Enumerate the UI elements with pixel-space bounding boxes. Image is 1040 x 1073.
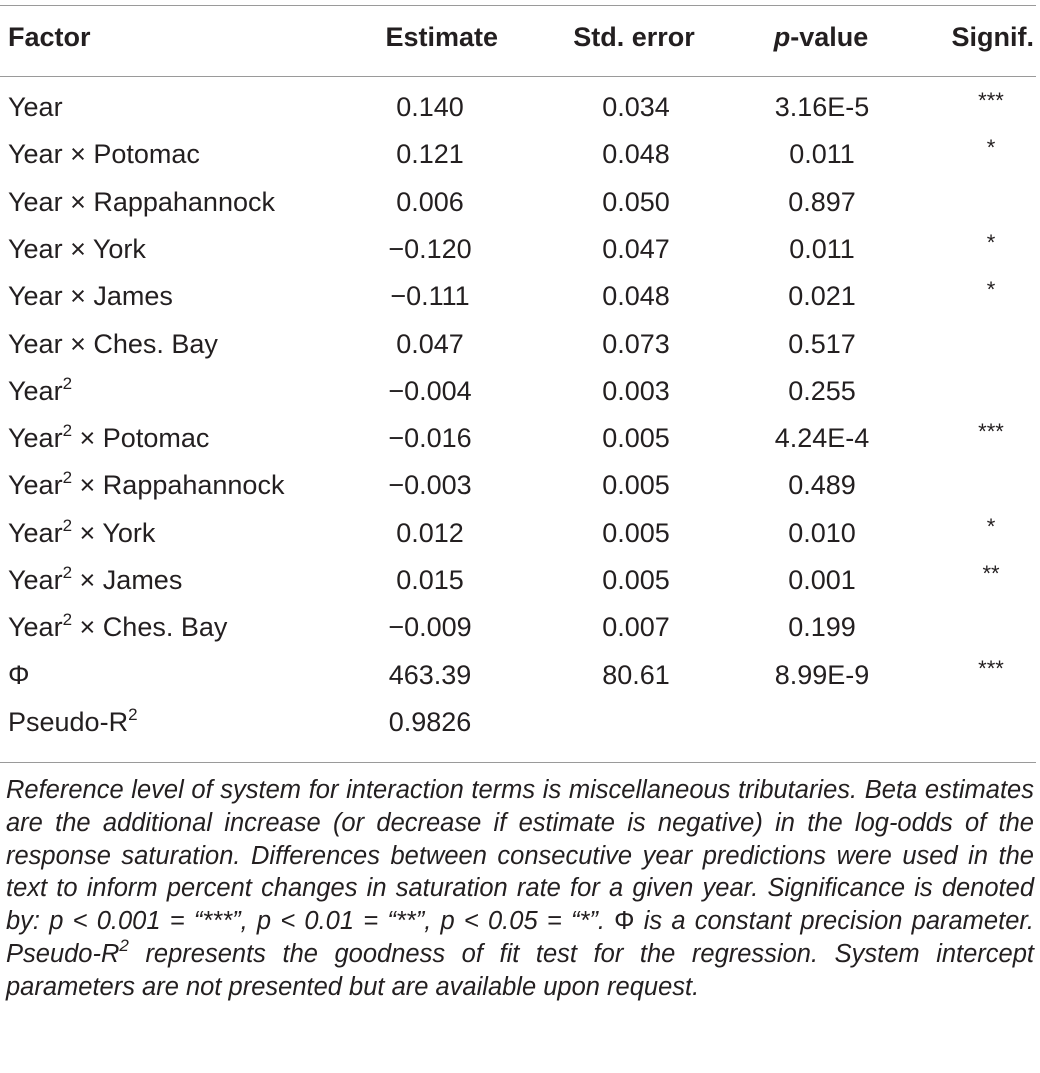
cell-factor-name: Year xyxy=(8,612,63,643)
table-header-row xyxy=(0,22,1036,62)
cell-estimate: 463.39 xyxy=(388,659,472,690)
cell-signif: *** xyxy=(978,655,1004,681)
cell-factor-interaction: × James xyxy=(72,565,183,595)
header-p-italic: p xyxy=(773,22,791,52)
cell-p-value: 0.199 xyxy=(788,612,856,643)
header-std-error: Std. error xyxy=(573,22,695,52)
cell-factor-interaction: × Ches. Bay xyxy=(62,328,218,359)
header-factor: Factor xyxy=(8,22,91,52)
cell-p-value: 0.011 xyxy=(789,233,855,264)
cell-factor-name: Year xyxy=(8,186,63,217)
cell-signif: *** xyxy=(978,419,1004,445)
cell-estimate: 0.006 xyxy=(396,186,464,217)
cell-factor xyxy=(8,660,30,691)
header-p-rest: -value xyxy=(790,22,869,52)
cell-factor xyxy=(8,234,146,265)
cell-p-value: 0.011 xyxy=(789,139,855,170)
cell-std-error: 0.003 xyxy=(602,375,670,406)
cell-factor-interaction: × Ches. Bay xyxy=(72,612,228,643)
cell-factor-name: Year xyxy=(8,92,63,122)
cell-factor-superscript: 2 xyxy=(62,610,73,630)
table-row xyxy=(0,88,1036,139)
cell-estimate: 0.121 xyxy=(396,139,464,170)
footnote-part3: represents the goodness of fit test for the regression. System intercept parameters are not presented but are available upon request. xyxy=(6,939,1034,1001)
footnote-part1: Reference level of system for interaction terms is miscellaneous tributaries. Beta estimates are the additional increase (or decrease if estimate is negative) in the log-odds of the response saturation. Differences between consecutive year predictions were used in the text to inform percent changes in saturation rate for a given year. Significance is denoted by: p < 0.001 = “***”, p < 0.01 = “**”, p < 0.05 = “*”. xyxy=(6,776,1034,936)
cell-std-error: 80.61 xyxy=(602,659,670,690)
table-row xyxy=(0,704,1036,754)
cell-factor-superscript: 2 xyxy=(62,468,73,488)
cell-signif: * xyxy=(986,277,996,303)
cell-p-value: 4.24E-4 xyxy=(774,423,870,454)
cell-estimate: 0.012 xyxy=(396,517,464,548)
table-row xyxy=(0,612,1036,659)
cell-signif: * xyxy=(986,513,996,539)
cell-factor-interaction: × York xyxy=(62,233,146,264)
cell-factor xyxy=(8,704,138,738)
table-top-rule xyxy=(0,5,1036,6)
cell-estimate: −0.004 xyxy=(388,375,472,406)
table-row xyxy=(0,561,1036,612)
table-row xyxy=(0,187,1036,234)
cell-factor-superscript: 2 xyxy=(62,421,73,441)
cell-signif: * xyxy=(986,135,996,161)
cell-factor-name: Year xyxy=(8,281,63,312)
cell-factor-interaction: × James xyxy=(62,281,173,312)
cell-factor-name: Year xyxy=(8,423,63,454)
cell-factor-superscript: 2 xyxy=(128,704,138,724)
table-row xyxy=(0,229,1036,281)
cell-estimate: 0.9826 xyxy=(388,706,472,737)
table-row xyxy=(0,655,1036,707)
cell-std-error: 0.048 xyxy=(602,139,670,170)
cell-p-value: 3.16E-5 xyxy=(774,92,870,122)
cell-p-value: 0.021 xyxy=(788,281,856,312)
cell-p-value: 0.897 xyxy=(788,186,856,217)
cell-factor xyxy=(8,187,275,218)
header-estimate: Estimate xyxy=(385,22,498,52)
table-row xyxy=(0,419,1036,470)
cell-p-value: 0.255 xyxy=(788,375,856,406)
cell-p-value: 0.517 xyxy=(788,328,856,359)
table-footnote xyxy=(6,774,1034,1004)
header-p-value xyxy=(752,22,890,53)
table-row xyxy=(0,470,1036,517)
cell-factor-superscript: 2 xyxy=(62,563,73,582)
cell-std-error: 0.047 xyxy=(602,233,670,264)
table-row xyxy=(0,329,1036,376)
cell-std-error: 0.007 xyxy=(602,612,670,643)
table-row xyxy=(0,277,1036,328)
cell-factor xyxy=(8,139,200,170)
cell-factor-name: Pseudo-R xyxy=(8,706,129,737)
cell-signif: ** xyxy=(982,561,1000,586)
cell-estimate: −0.120 xyxy=(388,233,472,264)
cell-factor xyxy=(8,92,63,123)
cell-p-value: 0.489 xyxy=(788,470,856,501)
cell-std-error: 0.005 xyxy=(602,517,670,548)
cell-factor xyxy=(8,515,156,549)
cell-std-error: 0.048 xyxy=(602,281,670,312)
table-row xyxy=(0,135,1036,186)
cell-factor-name: Year xyxy=(8,517,63,548)
cell-factor-interaction: × York xyxy=(72,517,156,548)
cell-factor xyxy=(8,329,218,360)
cell-std-error: 0.034 xyxy=(602,92,670,122)
header-signif: Signif. xyxy=(951,22,1034,52)
cell-estimate: −0.003 xyxy=(388,470,472,501)
cell-factor-name: Year xyxy=(8,233,63,264)
cell-factor-superscript: 2 xyxy=(62,515,73,535)
cell-factor-name: Φ xyxy=(8,659,30,690)
cell-signif: * xyxy=(986,229,996,255)
cell-signif: *** xyxy=(978,88,1004,113)
cell-p-value: 8.99E-9 xyxy=(774,659,870,690)
cell-std-error: 0.005 xyxy=(602,565,670,595)
cell-estimate: 0.047 xyxy=(396,328,464,359)
cell-factor-name: Year xyxy=(8,328,63,359)
cell-factor-name: Year xyxy=(8,375,63,406)
cell-p-value: 0.001 xyxy=(788,565,856,595)
cell-factor xyxy=(8,470,284,501)
table-bottom-rule xyxy=(0,762,1036,763)
footnote-phi: Φ xyxy=(614,907,635,936)
cell-estimate: −0.111 xyxy=(390,281,470,312)
footnote-sup: 2 xyxy=(119,935,129,955)
cell-std-error: 0.073 xyxy=(602,328,670,359)
cell-estimate: 0.140 xyxy=(396,92,464,122)
cell-estimate: 0.015 xyxy=(396,565,464,595)
cell-factor-interaction: × Rappahannock xyxy=(62,186,275,217)
cell-p-value: 0.010 xyxy=(788,517,856,548)
cell-factor xyxy=(8,565,182,596)
cell-factor xyxy=(8,423,209,454)
cell-factor-interaction: × Rappahannock xyxy=(72,470,285,501)
table-row xyxy=(0,513,1036,565)
cell-estimate: −0.016 xyxy=(388,423,472,454)
cell-factor xyxy=(8,612,227,643)
cell-estimate: −0.009 xyxy=(388,612,472,643)
table-row xyxy=(0,373,1036,423)
cell-std-error: 0.005 xyxy=(602,470,670,501)
cell-factor-interaction: × Potomac xyxy=(72,423,210,454)
footnote-part2: is a constant precision parameter. Pseudo-R xyxy=(6,907,1035,968)
cell-factor-name: Year xyxy=(8,139,63,170)
cell-std-error: 0.005 xyxy=(602,423,670,454)
table-header-rule xyxy=(0,76,1036,77)
cell-std-error: 0.050 xyxy=(602,186,670,217)
cell-factor-superscript: 2 xyxy=(62,373,73,393)
cell-factor xyxy=(8,281,173,312)
cell-factor-name: Year xyxy=(8,470,63,501)
cell-factor-interaction: × Potomac xyxy=(62,139,200,170)
cell-factor-name: Year xyxy=(8,565,63,595)
cell-factor xyxy=(8,373,73,407)
